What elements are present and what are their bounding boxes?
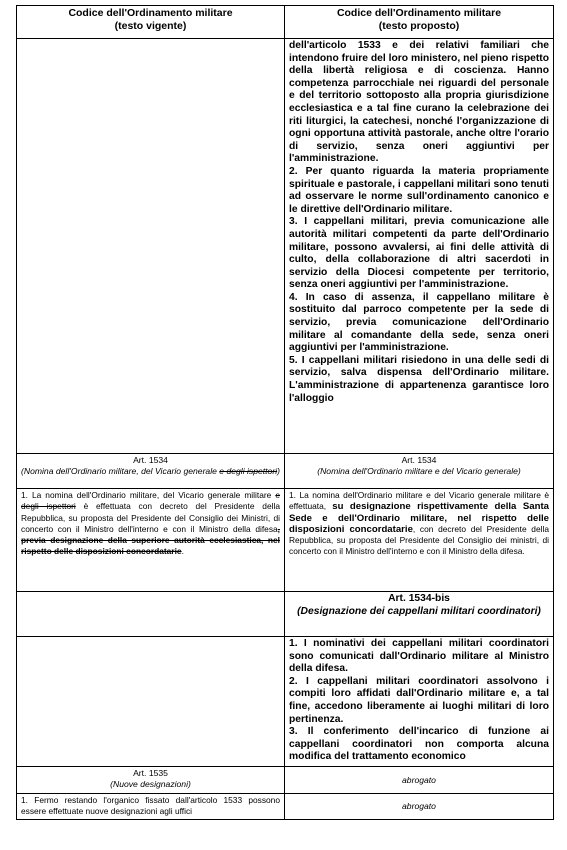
art1534bis-left-empty [17, 592, 285, 637]
row1-right-text [285, 39, 554, 454]
header-right-subtitle: (testo proposto) [378, 20, 460, 32]
header-right-title: Codice dell'Ordinamento militare [336, 7, 502, 19]
deleted-text: e degli ispettori [219, 466, 278, 476]
row-art1535-text [17, 794, 554, 820]
deleted-text: e degli ispettori [21, 490, 280, 512]
deleted-text: , previa designazione della superiore autorità ecclesiastica, nel rispetto delle disposizioni concordatarie [21, 523, 280, 557]
row1-left-empty [17, 39, 285, 454]
art1534bis-heading [285, 592, 554, 637]
header-right [285, 6, 554, 39]
art1535-left-heading [17, 767, 285, 794]
article-title: (Nomina dell'Ordinario militare e del Vicario generale) [317, 466, 521, 476]
art1534-right-heading [285, 454, 554, 489]
paragraph: dell'articolo 1533 e dei relativi familiari che intendono fruire del loro ministero, nel pieno rispetto della libertà religiosa e di coscienza. Hanno competenza parrocchiale nei riguardi del personale e del territorio sottoposto alla propria giurisdizione ecclesiastica e a tal fine curano la celebrazione dei riti liturgici, la catechesi, nonché l'organizzazione di ogni opportuna attività pastorale, anche oltre l'orario di servizio, senza oneri aggiuntivi per l'amministrazione. [289, 40, 549, 165]
article-number: Art. 1534 [133, 455, 168, 465]
paragraph: 5. I cappellani militari risiedono in una delle sedi di servizio, salva dispensa dell'Ordinario militare. L'amministrazione di appartenenza garantisce loro l'alloggio [289, 354, 549, 404]
art1535-text-status: abrogato [285, 794, 554, 820]
text-part: . [181, 546, 184, 557]
header-left [17, 6, 285, 39]
text-part: 1. La nomina dell'Ordinario militare, del Vicario generale militare [21, 490, 276, 500]
header-row [17, 6, 554, 39]
text-part: , con decreto del Presidente della Repubblica, su proposta del Presidente del Consiglio dei ministri, di concerto con il Ministro dell'interno e con il Ministro della difesa. [289, 523, 549, 557]
title-part: ) [277, 466, 280, 476]
article-title: (Designazione dei cappellani militari coordinatori) [297, 605, 541, 617]
text-part: 1. La nomina dell'Ordinario militare e del Vicario generale militare è effettuata, [289, 490, 549, 512]
art1534-left-heading [17, 454, 285, 489]
title-part: (Nomina dell'Ordinario militare, del Vicario generale [21, 466, 220, 476]
article-number: Art. 1534-bis [388, 593, 450, 604]
row-art1534bis-heading [17, 592, 554, 637]
article-title [21, 466, 280, 477]
art1534-left-text [17, 489, 285, 592]
article-number: Art. 1535 [133, 768, 168, 778]
paragraph: 1. I nominativi dei cappellani militari coordinatori sono comunicati dall'Ordinario militare al Ministro della difesa. [289, 638, 549, 675]
paragraph: 3. I cappellani militari, previa comunicazione alle autorità militari competenti da parte dell'Ordinario militare, possono avvalersi, ai fini delle attività di culto, della collaborazione di altri sacerdoti in servizio della Diocesi competente per territorio, senza oneri aggiuntivi per l'amministrazione. [289, 216, 549, 291]
header-left-title: Codice dell'Ordinamento militare [68, 7, 233, 19]
row-art1534-heading [17, 454, 554, 489]
art1534bis-left-empty-text [17, 637, 285, 767]
row-1533-continued [17, 39, 554, 454]
art1535-right-status: abrogato [285, 767, 554, 794]
art1535-left-text: 1. Fermo restando l'organico fissato dall'articolo 1533 possono essere effettuate nuove designazioni agli uffici [17, 794, 285, 820]
paragraph: 4. In caso di assenza, il cappellano militare è sostituito dal parroco competente per la sede di servizio, previa comunicazione dell'Ordinario militare al comandante della sede, senza oneri aggiuntivi per l'amministrazione. [289, 291, 549, 354]
paragraph: 2. Per quanto riguarda la materia propriamente spirituale e pastorale, i cappellani militari sono tenuti ad osservare le norme sull'ordinamento canonico e le direttive dell'Ordinario militare. [289, 165, 549, 215]
art1534bis-text [285, 637, 554, 767]
article-number: Art. 1534 [401, 455, 437, 465]
comparison-table [16, 5, 554, 820]
inserted-text: su designazione rispettivamente della Santa Sede e dell'Ordinario militare, nel rispetto delle disposizioni concordatarie [289, 501, 549, 535]
art1534-right-text [285, 489, 554, 592]
header-left-subtitle: (testo vigente) [114, 20, 187, 32]
row-art1534bis-text [17, 637, 554, 767]
paragraph: 2. I cappellani militari coordinatori assolvono i compiti loro affidati dall'Ordinario militare e, a tal fine, accedono liberamente ai luoghi militari di loro pertinenza. [289, 675, 549, 725]
article-title: (Nuove designazioni) [110, 779, 191, 789]
row-art1534-text [17, 489, 554, 592]
row-art1535-heading [17, 767, 554, 794]
paragraph: 3. Il conferimento dell'incarico di funzione ai cappellani coordinatori non comporta alcuna modifica del trattamento economico [289, 726, 549, 763]
text-part: è effettuata con decreto del Presidente della Repubblica, su proposta del Presidente del Consiglio dei Ministri, di concerto con il Ministro dell'interno e con il Ministro della difesa [21, 501, 280, 534]
